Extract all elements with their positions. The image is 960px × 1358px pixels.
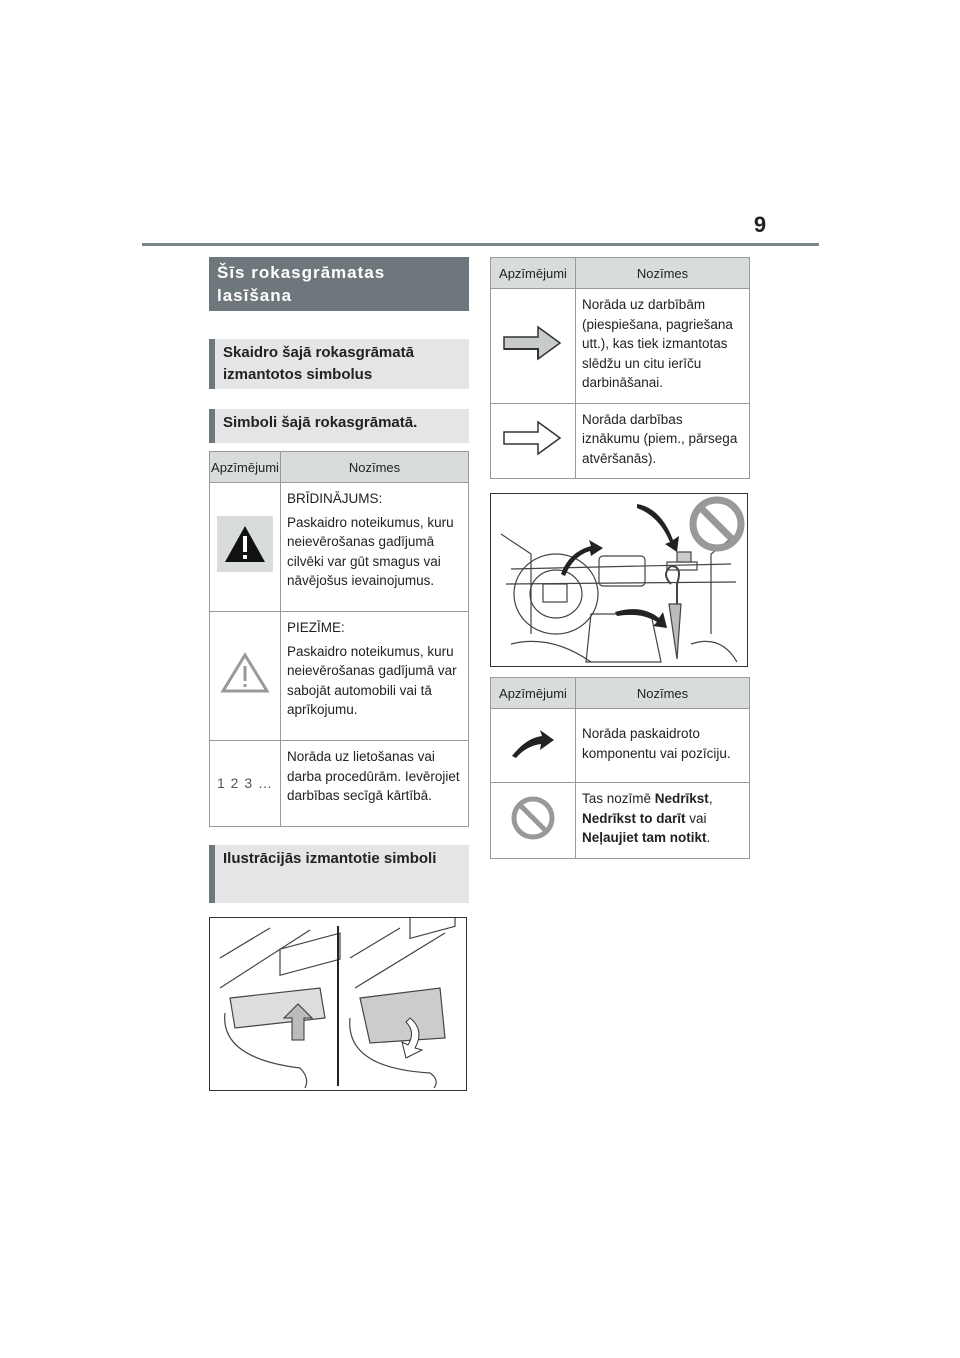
col-header-meaning: Nozīmes	[576, 678, 750, 709]
bold-nedrikst: Nedrīkst	[654, 791, 709, 806]
table-row	[491, 403, 750, 479]
meaning-cell	[576, 403, 750, 479]
action-symbols-table	[490, 257, 750, 479]
col-header-meaning: Nozīmes	[576, 258, 750, 289]
steps-text: Norāda uz lietošanas vai darba procedūrām. Ievērojiet darbības secīgā kārtībā.	[287, 749, 460, 803]
action-arrow-icon	[502, 323, 564, 363]
dashboard-illustration	[490, 493, 748, 667]
warning-heading: BRĪDINĀJUMS:	[287, 491, 383, 506]
meaning-cell	[576, 289, 750, 404]
symbol-cell	[491, 709, 576, 783]
symbol-cell	[491, 403, 576, 479]
table-row	[210, 483, 469, 612]
left-column	[209, 257, 469, 1091]
table-row	[491, 709, 750, 783]
page-number: 9	[753, 212, 767, 237]
visor-illustration	[209, 917, 467, 1091]
meaning-cell	[281, 483, 469, 612]
pointer-text: Norāda paskaidroto komponentu vai pozīciju.	[582, 726, 731, 761]
result-text: Norāda darbības iznākumu (piem., pārsega atvēršanās).	[582, 411, 738, 466]
table-header-row	[491, 258, 750, 289]
bold-nedrikst-darit: Nedrīkst to darīt	[582, 810, 686, 826]
table-row	[491, 783, 750, 859]
warning-text: Paskaidro noteikumus, kuru neievērošanas gadījumā cilvēki var gūt smagus vai nāvējošus ievainojumus.	[287, 514, 454, 588]
meaning-cell	[576, 783, 750, 859]
step-numbers-icon: 1 2 3 …	[216, 774, 274, 791]
bold-nelaujiet: Neļaujiet tam notikt	[582, 830, 707, 845]
illustration-symbols-table	[490, 677, 750, 859]
warning-triangle-icon	[217, 516, 273, 572]
pointer-arrow-icon	[508, 726, 558, 760]
car-interior-illustration	[491, 494, 747, 666]
symbol-cell	[210, 483, 281, 612]
sun-visor-illustration	[210, 918, 466, 1090]
col-header-symbol: Apzīmējumi	[491, 258, 576, 289]
table-row	[210, 612, 469, 741]
col-header-symbol: Apzīmējumi	[210, 452, 281, 483]
symbol-cell	[210, 612, 281, 741]
col-header-meaning: Nozīmes	[281, 452, 469, 483]
table-header-row	[210, 452, 469, 483]
right-column	[490, 257, 750, 859]
notice-triangle-icon	[219, 651, 271, 695]
symbol-cell	[491, 289, 576, 404]
notice-heading: PIEZĪME:	[287, 620, 345, 635]
symbol-cell	[491, 783, 576, 859]
result-arrow-icon	[502, 418, 564, 458]
symbol-cell	[210, 741, 281, 827]
table-row	[210, 741, 469, 827]
prohibited-icon	[509, 794, 557, 842]
page-title: Šīs rokasgrāmatas lasīšana	[209, 257, 469, 311]
subtitle-box: Skaidro šajā rokasgrāmatā izmantotos simbolus	[209, 339, 469, 389]
top-rule	[142, 243, 819, 246]
meaning-cell	[281, 741, 469, 827]
col-header-symbol: Apzīmējumi	[491, 678, 576, 709]
section-heading-illustrations: Ilustrācijās izmantotie simboli	[209, 845, 469, 903]
notice-text: Paskaidro noteikumus, kuru neievērošanas gadījumā var sabojāt automobili vai tā aprīkojumu.	[287, 643, 457, 717]
action-text: Norāda uz darbībām (piespiešana, pagriešana utt.), kas tiek izmantotas slēdžu un citu ierīču darbināšanai.	[582, 297, 733, 390]
symbols-table	[209, 451, 469, 827]
table-header-row	[491, 678, 750, 709]
table-row	[491, 289, 750, 404]
meaning-cell	[281, 612, 469, 741]
section-heading-symbols: Simboli šajā rokasgrāmatā.	[209, 409, 469, 443]
meaning-cell	[576, 709, 750, 783]
prohibited-text: Tas nozīmē Nedrīkst, Nedrīkst to darīt vai Neļaujiet tam notikt.	[582, 791, 713, 845]
